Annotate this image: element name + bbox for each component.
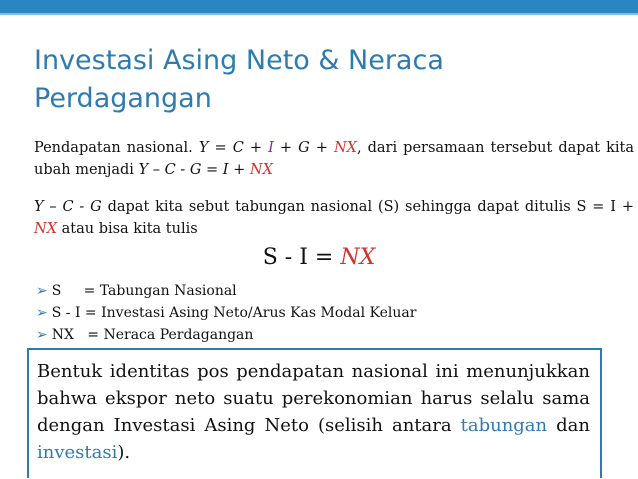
conclusion-highlight-investasi: investasi — [37, 442, 118, 463]
definition-text: S = Tabungan Nasional — [51, 283, 237, 299]
para2-text-1: dapat kita sebut tabungan nasional (S) sehingga dapat ditulis S = I + — [101, 199, 634, 215]
conclusion-text-3: ). — [117, 442, 131, 463]
center-equation-left: S - I = — [262, 245, 341, 270]
para1-eq-nx-2: NX — [249, 162, 273, 178]
para1-eq-3: Y – C - G = I + — [138, 162, 250, 178]
arrow-bullet-icon: ➢ — [36, 305, 48, 321]
definition-item — [36, 302, 416, 324]
arrow-bullet-icon: ➢ — [36, 327, 48, 343]
para1-text-1: Pendapatan nasional. — [34, 140, 199, 156]
definition-list — [36, 280, 416, 346]
para1-eq-1: Y = C + — [198, 140, 269, 156]
para2-text-2: atau bisa kita tulis — [57, 221, 198, 237]
arrow-bullet-icon: ➢ — [36, 283, 48, 299]
definition-text: NX = Neraca Perdagangan — [51, 327, 254, 343]
para1-text-2: , dari persamaan tersebut dapat kita ubah menjadi — [34, 140, 635, 178]
para1-eq-2: + G + — [273, 140, 334, 156]
para1-eq-i: I — [268, 140, 274, 156]
para2-eq-nx: NX — [34, 221, 58, 237]
paragraph-national-saving — [34, 196, 634, 240]
slide-title: Investasi Asing Neto & Neraca Perdagangan — [34, 45, 444, 114]
definition-item — [36, 324, 416, 346]
definition-text: S - I = Investasi Asing Neto/Arus Kas Modal Keluar — [51, 305, 417, 321]
para2-eq-1: Y – C - G — [34, 199, 102, 215]
conclusion-text-2: dan — [547, 415, 590, 436]
definition-item — [36, 280, 416, 302]
conclusion-box — [27, 348, 602, 478]
para1-eq-nx: NX — [333, 140, 357, 156]
center-equation-nx: NX — [340, 245, 376, 270]
conclusion-highlight-tabungan: tabungan — [460, 415, 548, 436]
center-equation — [0, 244, 638, 272]
conclusion-text-1: Bentuk identitas pos pendapatan nasional ini menunjukkan bahwa ekspor neto suatu perekonomian harus selalu sama dengan Investasi Asing Neto (selisih antara — [37, 361, 590, 436]
top-accent-bar — [0, 0, 638, 13]
top-accent-line — [0, 13, 638, 15]
paragraph-national-income — [34, 137, 634, 181]
